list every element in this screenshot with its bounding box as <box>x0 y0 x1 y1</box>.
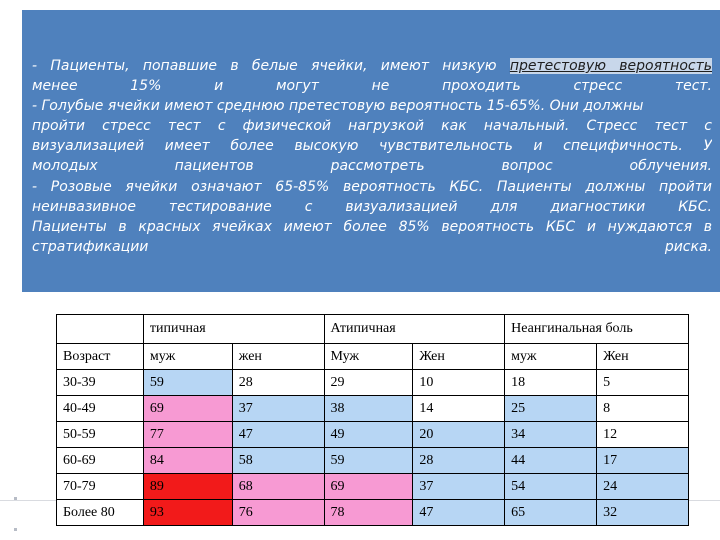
probability-cell: 29 <box>324 370 413 396</box>
probability-cell: 47 <box>232 422 324 448</box>
age-cell: 60-69 <box>57 448 144 474</box>
banner-line <box>32 177 712 197</box>
probability-cell: 5 <box>597 370 689 396</box>
probability-cell: 84 <box>143 448 232 474</box>
banner-line <box>32 76 712 96</box>
group-header-nonanginal: Неангинальная боль <box>505 315 689 344</box>
corner-cell <box>57 315 144 344</box>
probability-cell: 47 <box>413 500 505 526</box>
probability-cell: 12 <box>597 422 689 448</box>
probability-cell: 18 <box>505 370 597 396</box>
banner-line <box>32 116 712 136</box>
probability-cell: 54 <box>505 474 597 500</box>
age-cell: 40-49 <box>57 396 144 422</box>
probability-cell: 59 <box>324 448 413 474</box>
sex-header-row <box>57 344 689 370</box>
probability-cell: 10 <box>413 370 505 396</box>
sex-header: Муж <box>324 344 413 370</box>
probability-cell: 69 <box>143 396 232 422</box>
probability-cell: 34 <box>505 422 597 448</box>
banner-line <box>32 197 712 217</box>
age-cell: 70-79 <box>57 474 144 500</box>
probability-cell: 77 <box>143 422 232 448</box>
probability-cell: 20 <box>413 422 505 448</box>
probability-cell: 32 <box>597 500 689 526</box>
banner-text-run: стратификации риска. <box>32 238 712 255</box>
probability-cell: 25 <box>505 396 597 422</box>
probability-cell: 28 <box>413 448 505 474</box>
probability-cell: 65 <box>505 500 597 526</box>
probability-cell: 78 <box>324 500 413 526</box>
age-header: Возраст <box>57 344 144 370</box>
top-strip <box>0 0 720 10</box>
banner-line <box>32 96 712 116</box>
probability-cell: 59 <box>143 370 232 396</box>
banner-text-run: молодых пациентов рассмотреть вопрос облучения. <box>32 158 712 175</box>
probability-cell: 28 <box>232 370 324 396</box>
group-header-typical: типичная <box>143 315 324 344</box>
table-row <box>57 500 689 526</box>
pretest-probability-table <box>56 314 689 526</box>
probability-cell: 38 <box>324 396 413 422</box>
banner-line <box>32 136 712 156</box>
banner-text-run: менее 15% и могут не проходить стресс тест. <box>32 78 712 95</box>
probability-cell: 8 <box>597 396 689 422</box>
banner-text-run: - Розовые ячейки означают 65-85% вероятность КБС. Пациенты должны пройти <box>32 178 712 195</box>
table-row <box>57 396 689 422</box>
banner-paragraphs <box>32 56 712 257</box>
table-row <box>57 474 689 500</box>
banner-line <box>32 56 712 76</box>
banner-line <box>32 237 712 257</box>
banner-line <box>32 156 712 176</box>
group-header-atypical: Атипичная <box>324 315 505 344</box>
probability-cell: 37 <box>232 396 324 422</box>
sex-header: жен <box>232 344 324 370</box>
deco-dot <box>14 528 17 531</box>
probability-cell: 14 <box>413 396 505 422</box>
probability-cell: 58 <box>232 448 324 474</box>
banner-text-run: - Голубые ячейки имеют среднюю претестовую вероятность 15-65%. Они должны <box>32 98 644 115</box>
sex-header: муж <box>505 344 597 370</box>
age-cell: 30-39 <box>57 370 144 396</box>
probability-cell: 49 <box>324 422 413 448</box>
probability-cell: 76 <box>232 500 324 526</box>
probability-cell: 24 <box>597 474 689 500</box>
probability-cell: 17 <box>597 448 689 474</box>
group-header-row <box>57 315 689 344</box>
age-cell: Более 80 <box>57 500 144 526</box>
banner-text-run: Пациенты в красных ячейках имеют более 85% вероятность КБС и нуждаются в <box>32 218 712 235</box>
banner-text-run: - Пациенты, попавшие в белые ячейки, имеют низкую <box>32 58 510 74</box>
age-cell: 50-59 <box>57 422 144 448</box>
banner-text-run: визуализацией имеет более высокую чувствительность и специфичность. У <box>32 138 712 155</box>
table-row <box>57 448 689 474</box>
banner-line <box>32 217 712 237</box>
banner-text-run: неинвазивное тестирование с визуализацией для диагностики КБС. <box>32 198 712 215</box>
sex-header: Жен <box>597 344 689 370</box>
highlighted-term: претестовую вероятность <box>509 58 712 74</box>
sex-header: муж <box>143 344 232 370</box>
deco-dot <box>14 497 17 500</box>
probability-cell: 44 <box>505 448 597 474</box>
banner-text-run: пройти стресс тест с физической нагрузкой как начальный. Стресс тест с <box>32 118 712 135</box>
probability-cell: 93 <box>143 500 232 526</box>
probability-cell: 69 <box>324 474 413 500</box>
table-row <box>57 370 689 396</box>
probability-cell: 68 <box>232 474 324 500</box>
table-row <box>57 422 689 448</box>
probability-cell: 89 <box>143 474 232 500</box>
sex-header: Жен <box>413 344 505 370</box>
probability-cell: 37 <box>413 474 505 500</box>
